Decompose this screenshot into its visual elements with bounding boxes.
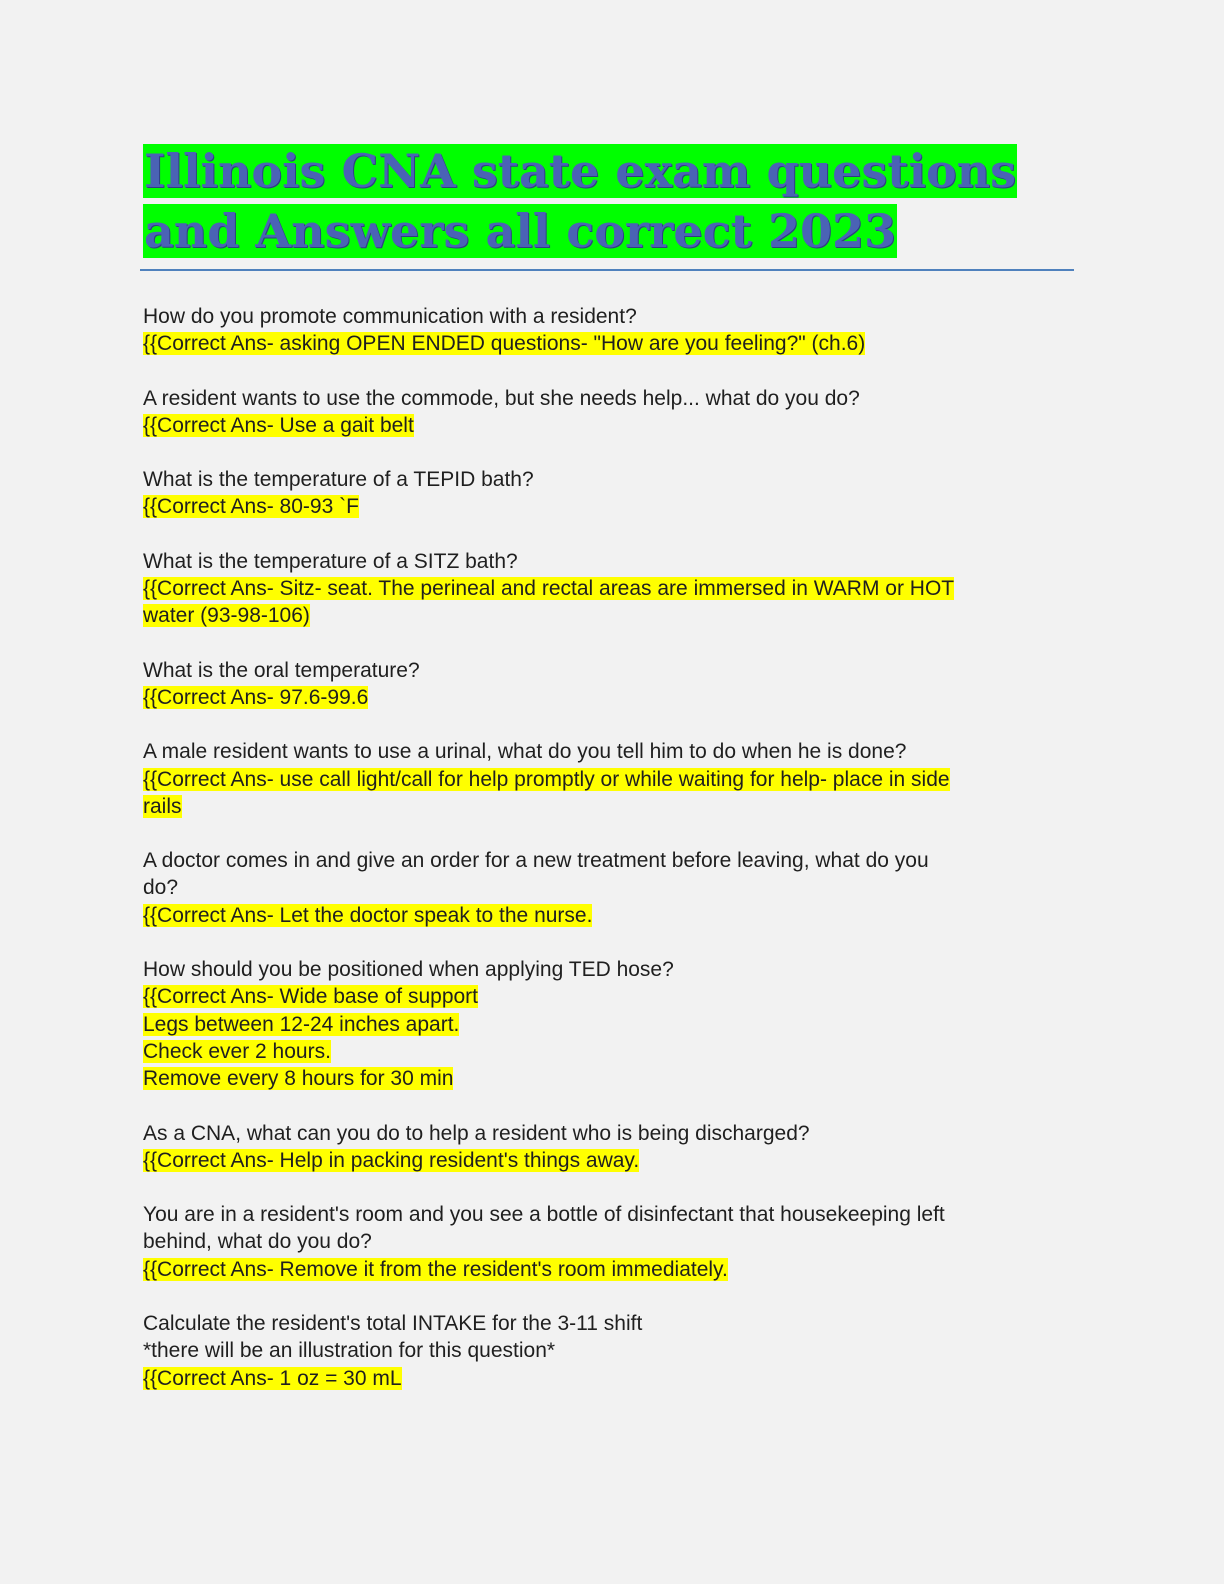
qa-item [143, 1120, 1083, 1175]
answer-text: {{Correct Ans- Let the doctor speak to the nurse. [143, 903, 593, 927]
question-text: do? [143, 876, 179, 900]
question-text: A doctor comes in and give an order for a new treatment before leaving, what do you [143, 849, 929, 873]
answer-line-wrap [143, 493, 1083, 520]
answer-text: {{Correct Ans- 1 oz = 30 mL [143, 1366, 402, 1390]
qa-item [143, 657, 1083, 712]
answer-text: rails [143, 794, 182, 818]
answer-line-wrap [143, 575, 1083, 602]
answer-line-wrap [143, 684, 1083, 711]
title-highlight: Illinois CNA state exam questions and Answers all correct 2023 [144, 144, 1017, 258]
question-text: What is the temperature of a TEPID bath? [143, 468, 534, 492]
question-text: How should you be positioned when applying TED hose? [143, 958, 674, 982]
question-text: You are in a resident's room and you see a bottle of disinfectant that housekeeping left [143, 1203, 945, 1227]
answer-text: {{Correct Ans- asking OPEN ENDED questions- "How are you feeling?" (ch.6) [143, 332, 866, 356]
answer-text: Legs between 12-24 inches apart. [143, 1012, 460, 1036]
answer-line-wrap [143, 1065, 1083, 1092]
question-text: What is the temperature of a SITZ bath? [143, 549, 518, 573]
answer-text: {{Correct Ans- Remove it from the resident's room immediately. [143, 1257, 728, 1281]
question-text: A resident wants to use the commode, but she needs help... what do you do? [143, 386, 860, 410]
qa-item [143, 956, 1083, 1092]
document-page [143, 141, 1083, 1390]
answer-line-wrap [143, 1256, 1083, 1283]
question-text: A male resident wants to use a urinal, what do you tell him to do when he is done? [143, 740, 907, 764]
title-divider [140, 269, 1074, 271]
qa-item [143, 303, 1083, 358]
qa-item [143, 738, 1083, 820]
qa-item [143, 1201, 1083, 1283]
answer-text: Remove every 8 hours for 30 min [143, 1067, 454, 1091]
answer-text: {{Correct Ans- Help in packing resident's things away. [143, 1148, 640, 1172]
answer-line-wrap [143, 1365, 1083, 1392]
qa-item [143, 466, 1083, 521]
answer-line-wrap [143, 1011, 1083, 1038]
answer-text: {{Correct Ans- Use a gait belt [143, 413, 414, 437]
answer-line-wrap [143, 793, 1083, 820]
answer-text: Check ever 2 hours. [143, 1039, 331, 1063]
question-text: Calculate the resident's total INTAKE for the 3-11 shift [143, 1312, 643, 1336]
answer-text: {{Correct Ans- 80-93 `F [143, 495, 359, 519]
question-text: behind, what do you do? [143, 1230, 372, 1254]
question-text: What is the oral temperature? [143, 658, 420, 682]
answer-text: {{Correct Ans- Wide base of support [143, 985, 479, 1009]
answer-line-wrap [143, 902, 1083, 929]
question-text: As a CNA, what can you do to help a resident who is being discharged? [143, 1121, 810, 1145]
answer-line-wrap [143, 1147, 1083, 1174]
answer-text: {{Correct Ans- 97.6-99.6 [143, 685, 369, 709]
answer-line-wrap [143, 602, 1083, 629]
qa-item [143, 548, 1083, 630]
document-title [143, 141, 1083, 261]
answer-text: {{Correct Ans- use call light/call for help promptly or while waiting for help- place in side [143, 767, 950, 791]
answer-line-wrap [143, 330, 1083, 357]
answer-text: {{Correct Ans- Sitz- seat. The perineal and rectal areas are immersed in WARM or HOT [143, 577, 955, 601]
qa-item [143, 385, 1083, 440]
qa-item [143, 847, 1083, 929]
answer-line-wrap [143, 983, 1083, 1010]
question-text: *there will be an illustration for this question* [143, 1339, 556, 1363]
answer-line-wrap [143, 1038, 1083, 1065]
answer-text: water (93-98-106) [143, 604, 310, 628]
answer-line-wrap [143, 766, 1083, 793]
qa-item [143, 1310, 1083, 1392]
question-text: How do you promote communication with a resident? [143, 305, 637, 328]
answer-line-wrap [143, 412, 1083, 439]
qa-list [143, 303, 1083, 1419]
